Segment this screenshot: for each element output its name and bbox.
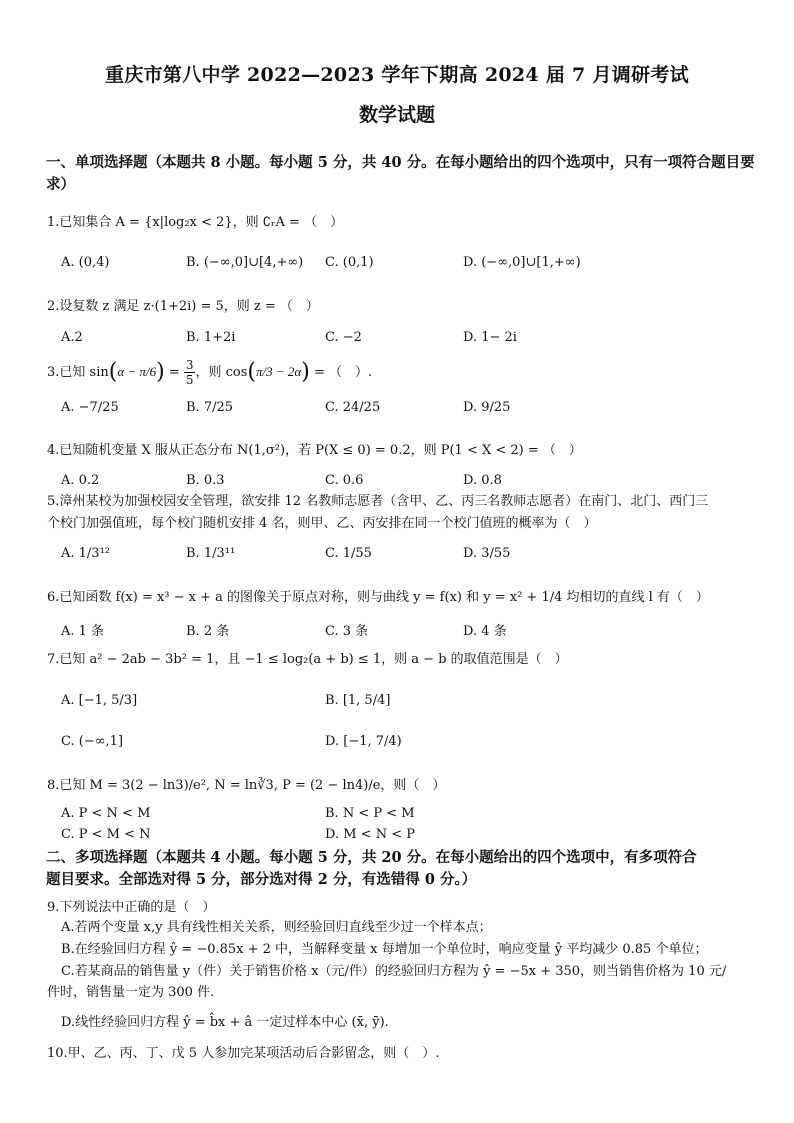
q10-stem: 10.甲、乙、丙、丁、戊 5 人参加完某项活动后合影留念，则（ ）. <box>47 1046 440 1061</box>
q3-stem: 3.已知 sin(α − π/6) = $\frac{3}{5}$ ，则 cos(π/3 − 2α) = （ ）. <box>47 358 373 387</box>
q9-option-a: A.若两个变量 x,y 具有线性相关关系，则经验回归直线至少过一个样本点； <box>61 920 492 935</box>
q1-option-d: D. (−∞,0]∪[1,+∞) <box>463 255 581 270</box>
q5-option-b: B. 1/3¹¹ <box>186 546 236 561</box>
q8-option-a: A. P < N < M <box>61 806 151 821</box>
q7-option-b: B. [1, 5/4] <box>325 693 391 708</box>
q6-option-c: C. 3 条 <box>325 624 369 639</box>
section2-heading-line1: 二、多项选择题（本题共 4 小题。每小题 5 分，共 20 分。在每小题给出的四个选项中，有多项符合 <box>46 849 697 866</box>
q4-option-a: A. 0.2 <box>61 473 100 488</box>
q8-option-d: D. M < N < P <box>325 827 415 842</box>
q9-option-b: B.在经验回归方程 ŷ = −0.85x + 2 中，当解释变量 x 每增加一个单位时，响应变量 ŷ 平均减少 0.85 个单位； <box>61 942 708 957</box>
q5-stem-line2: 个校门加强值班，每个校门随机安排 4 名，则甲、乙、丙安排在同一个校门值班的概率为（ ） <box>47 516 597 531</box>
q2-option-b: B. 1+2i <box>186 330 236 345</box>
section1-heading: 一、单项选择题（本题共 8 小题。每小题 5 分，共 40 分。在每小题给出的四个选项中，只有一项符合题目要求） <box>46 154 755 193</box>
q2-option-c: C. −2 <box>325 330 362 345</box>
q5-option-d: D. 3/55 <box>463 546 511 561</box>
q4-stem: 4.已知随机变量 X 服从正态分布 N(1,σ²)，若 P(X ≤ 0) = 0.2，则 P(1 < X < 2) = （ ） <box>47 443 582 458</box>
q5-option-c: C. 1/55 <box>325 546 372 561</box>
q7-stem: 7.已知 a² − 2ab − 3b² = 1，且 −1 ≤ log₂(a + b) ≤ 1，则 a − b 的取值范围是（ ） <box>47 652 568 667</box>
q3-option-d: D. 9/25 <box>463 400 511 415</box>
q8-option-c: C. P < M < N <box>61 827 151 842</box>
q4-option-c: C. 0.6 <box>325 473 364 488</box>
q1-option-c: C. (0,1) <box>325 255 374 270</box>
q8-stem: 8.已知 M = 3(2 − ln3)/e², N = ln∛3, P = (2 − ln4)/e，则（ ） <box>47 778 446 793</box>
q6-option-a: A. 1 条 <box>61 624 105 639</box>
q2-stem: 2.设复数 z 满足 z·(1+2i) = 5，则 z = （ ） <box>47 299 319 314</box>
exam-subtitle: 数学试题 <box>358 104 435 126</box>
q7-option-c: C. (−∞,1] <box>61 734 124 749</box>
q3-frac-3-5: $\frac{3}{5}$ <box>185 358 194 387</box>
q2-option-a: A.2 <box>61 330 83 345</box>
q6-option-d: D. 4 条 <box>463 624 507 639</box>
q7-option-d: D. [−1, 7/4) <box>325 734 402 749</box>
q7-option-a: A. [−1, 5/3] <box>61 693 138 708</box>
q3-option-b: B. 7/25 <box>186 400 234 415</box>
q3-option-c: C. 24/25 <box>325 400 381 415</box>
q5-option-a: A. 1/3¹² <box>61 546 110 561</box>
q1-option-b: B. (−∞,0]∪[4,+∞) <box>186 255 304 270</box>
q4-option-b: B. 0.3 <box>186 473 225 488</box>
section2-heading-line2: 题目要求。全部选对得 5 分，部分选对得 2 分，有选错得 0 分。） <box>46 871 477 888</box>
q6-option-b: B. 2 条 <box>186 624 230 639</box>
q2-option-d: D. 1− 2i <box>463 330 517 345</box>
q9-option-c-line1: C.若某商品的销售量 y（件）关于销售价格 x（元/件）的经验回归方程为 ŷ = −5x + 350，则当销售价格为 10 元/ <box>61 964 727 979</box>
q1-option-a: A. (0,4) <box>61 255 110 270</box>
exam-title: 重庆市第八中学 2022—2023 学年下期高 2024 届 7 月调研考试 <box>105 64 689 86</box>
q9-option-d: D.线性经验回归方程 ŷ = b̂x + â 一定过样本中心 (x̄, ȳ). <box>61 1015 389 1030</box>
q5-stem-line1: 5.漳州某校为加强校园安全管理，欲安排 12 名教师志愿者（含甲、乙、丙三名教师志愿者）在南门、北门、西门三 <box>47 494 709 509</box>
q4-option-d: D. 0.8 <box>463 473 502 488</box>
q6-stem: 6.已知函数 f(x) = x³ − x + a 的图像关于原点对称，则与曲线 y = f(x) 和 y = x² + 1/4 均相切的直线 l 有（ ） <box>47 590 709 605</box>
q8-option-b: B. N < P < M <box>325 806 415 821</box>
q3-option-a: A. −7/25 <box>61 400 119 415</box>
q9-stem: 9.下列说法中正确的是（ ） <box>47 900 216 915</box>
q1-stem: 1.已知集合 A = {x|log₂x < 2}，则 ∁ᵣA = （ ） <box>47 215 344 230</box>
q9-option-c-line2: 件时，销售量一定为 300 件. <box>47 985 215 1000</box>
